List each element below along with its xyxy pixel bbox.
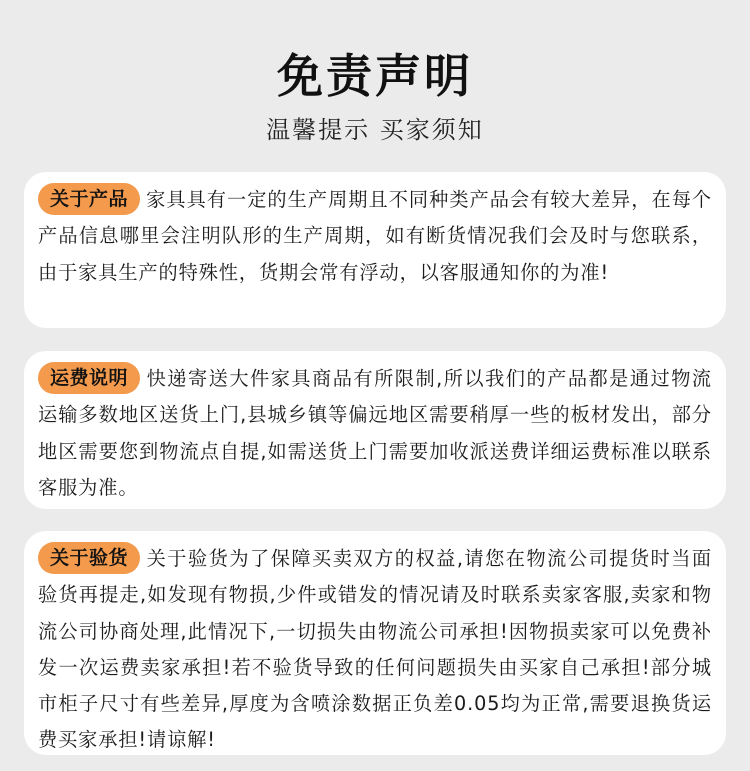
page-subtitle: 温馨提示 买家须知: [266, 116, 484, 144]
notice-text-inspection: [38, 541, 712, 759]
page-title: 免责声明: [277, 49, 473, 103]
notice-card-shipping: [24, 351, 726, 509]
tag-shipping: 运费说明: [38, 362, 140, 394]
notice-card-inspection: [24, 531, 726, 755]
tag-inspection: 关于验货: [38, 542, 140, 574]
shipping-body: 快递寄送大件家具商品有所限制,所以我们的产品都是通过物流运输多数地区送货上门,县城乡镇等偏远地区需要稍厚一些的板材发出，部分地区需要您到物流点自提,如需送货上门需要加收派送费详细运费标准以联系客服为准。: [38, 367, 712, 499]
notice-text-shipping: [38, 361, 712, 506]
tag-product: 关于产品: [38, 183, 140, 215]
product-body: 家具具有一定的生产周期且不同种类产品会有较大差异，在每个产品信息哪里会注明队形的生产周期，如有断货情况我们会及时与您联系，由于家具生产的特殊性，货期会常有浮动，以客服通知你的为准!: [38, 188, 712, 284]
notice-text-product: [38, 182, 712, 291]
inspection-body: 关于验货为了保障买卖双方的权益,请您在物流公司提货时当面验货再提走,如发现有物损,少件或错发的情况请及时联系卖家客服,卖家和物流公司协商处理,此情况下,一切损失由物流公司承担!因物损卖家可以免费补发一次运费卖家承担!若不验货导致的任何问题损失由买家自己承担!部分城市柜子尺寸有些差异,厚度为含喷涂数据正负差0.05均为正常,需要退换货运费买家承担!请谅解!: [38, 547, 712, 752]
notice-card-product: [24, 172, 726, 328]
